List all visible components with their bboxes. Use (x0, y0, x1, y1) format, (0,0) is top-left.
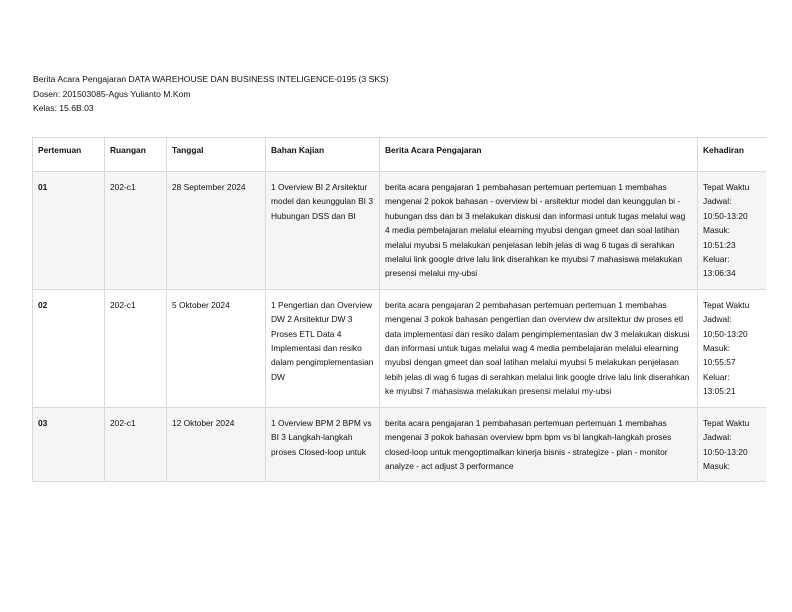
dosen-line: Dosen: 201503085-Agus Yulianto M.Kom (33, 88, 191, 99)
cell-kehadiran (698, 289, 767, 407)
kehadiran-jadwal-label: Jadwal: (703, 432, 732, 443)
document-header (33, 72, 389, 116)
cell-berita-acara: berita acara pengajaran 2 pembahasan pertemuan pertemuan 1 membahas mengenai 3 pokok bahasan pengertian dan overview dw arsitektur dw proses etl data implementasi dan resiko dalam pengimplementasian dw 3 melakukan diskusi dan informasi untuk tugas melalui wag 4 media pembelajaran melalui elearning myubsi dengan gmeet dan soal latihan melalui myubsi 5 melakukan penjelasan lebih jelas di wag 6 tugas di serahkan melalui link google drive lalu link diserahkan ke myubsi 7 mahasiswa melakukan presensi melalui my-ubsi (380, 289, 698, 407)
cell-pertemuan: 02 (33, 289, 105, 407)
cell-ruangan: 202-c1 (105, 172, 167, 290)
cell-ruangan: 202-c1 (105, 407, 167, 482)
kehadiran-jadwal-label: Jadwal: (703, 314, 732, 325)
column-header-ruangan: Ruangan (105, 138, 167, 172)
kehadiran-status: Tepat Waktu (703, 417, 750, 428)
kehadiran-jadwal: 10:50-13:20 (703, 328, 748, 339)
kehadiran-masuk: 10:51:23 (703, 239, 736, 250)
kehadiran-masuk-label: Masuk: (703, 460, 730, 471)
column-header-berita-acara: Berita Acara Pengajaran (380, 138, 698, 172)
table-row (33, 289, 767, 407)
table-row (33, 172, 767, 290)
cell-bahan-kajian: 1 Pengertian dan Overview DW 2 Arsitektur DW 3 Proses ETL Data 4 Implementasi dan resiko dalam pengimplementasian DW (266, 289, 380, 407)
kehadiran-status: Tepat Waktu (703, 182, 750, 192)
kehadiran-status: Tepat Waktu (703, 299, 750, 310)
kehadiran-keluar-label: Keluar: (703, 371, 730, 382)
cell-ruangan: 202-c1 (105, 289, 167, 407)
cell-berita-acara: berita acara pengajaran 1 pembahasan pertemuan pertemuan 1 membahas mengenai 2 pokok bahasan - overview bi - arsitektur model dan keunggulan bi - hubungan dss dan bi 3 melakukan diskusi dan informasi untuk tugas melalui wag 4 media pembelajaran melalui elearning myubsi dengan gmeet dan soal latihan melalui myubsi 5 melakukan penjelasan lebih jelas di wag 6 tugas di serahkan melalui link google drive lalu link diserahkan ke myubsi 7 mahasiswa melakukan presensi melalui my-ubsi (380, 172, 698, 290)
kehadiran-jadwal: 10:50-13:20 (703, 446, 748, 457)
cell-kehadiran (698, 172, 767, 290)
cell-pertemuan: 01 (33, 172, 105, 290)
kehadiran-masuk-label: Masuk: (703, 225, 730, 236)
table-container (32, 137, 766, 530)
column-header-tanggal: Tanggal (167, 138, 266, 172)
kehadiran-keluar: 13:05:21 (703, 386, 736, 397)
kehadiran-keluar-label: Keluar: (703, 254, 730, 265)
cell-berita-acara: berita acara pengajaran 1 pembahasan pertemuan pertemuan 1 membahas mengenai 3 pokok bahasan overview bpm bpm vs bi langkah-langkah proses closed-loop untuk mengoptimalkan kinerja bisnis - strategize - plan - monitor analyze - act adjust 3 performance (380, 407, 698, 482)
kehadiran-masuk: 10:55:57 (703, 357, 736, 368)
cell-tanggal: 28 September 2024 (167, 172, 266, 290)
cell-bahan-kajian: 1 Overview BI 2 Arsitektur model dan keunggulan BI 3 Hubungan DSS dan BI (266, 172, 380, 290)
berita-acara-table (32, 137, 766, 482)
column-header-kehadiran: Kehadiran (698, 138, 767, 172)
cell-pertemuan: 03 (33, 407, 105, 482)
document-title: Berita Acara Pengajaran DATA WAREHOUSE DAN BUSINESS INTELIGENCE-0195 (3 SKS) (33, 74, 389, 84)
cell-bahan-kajian: 1 Overview BPM 2 BPM vs BI 3 Langkah-langkah proses Closed-loop untuk (266, 407, 380, 482)
cell-kehadiran (698, 407, 767, 482)
kelas-line: Kelas: 15.6B.03 (33, 103, 94, 113)
kehadiran-masuk-label: Masuk: (703, 343, 730, 354)
table-header-row (33, 138, 767, 172)
table-row (33, 407, 767, 482)
column-header-bahan-kajian: Bahan Kajian (266, 138, 380, 172)
column-header-pertemuan: Pertemuan (33, 138, 105, 172)
kehadiran-jadwal: 10:50-13:20 (703, 210, 748, 221)
cell-tanggal: 5 Oktober 2024 (167, 289, 266, 407)
cell-tanggal: 12 Oktober 2024 (167, 407, 266, 482)
kehadiran-jadwal-label: Jadwal: (703, 196, 732, 207)
kehadiran-keluar: 13:06:34 (703, 268, 736, 279)
